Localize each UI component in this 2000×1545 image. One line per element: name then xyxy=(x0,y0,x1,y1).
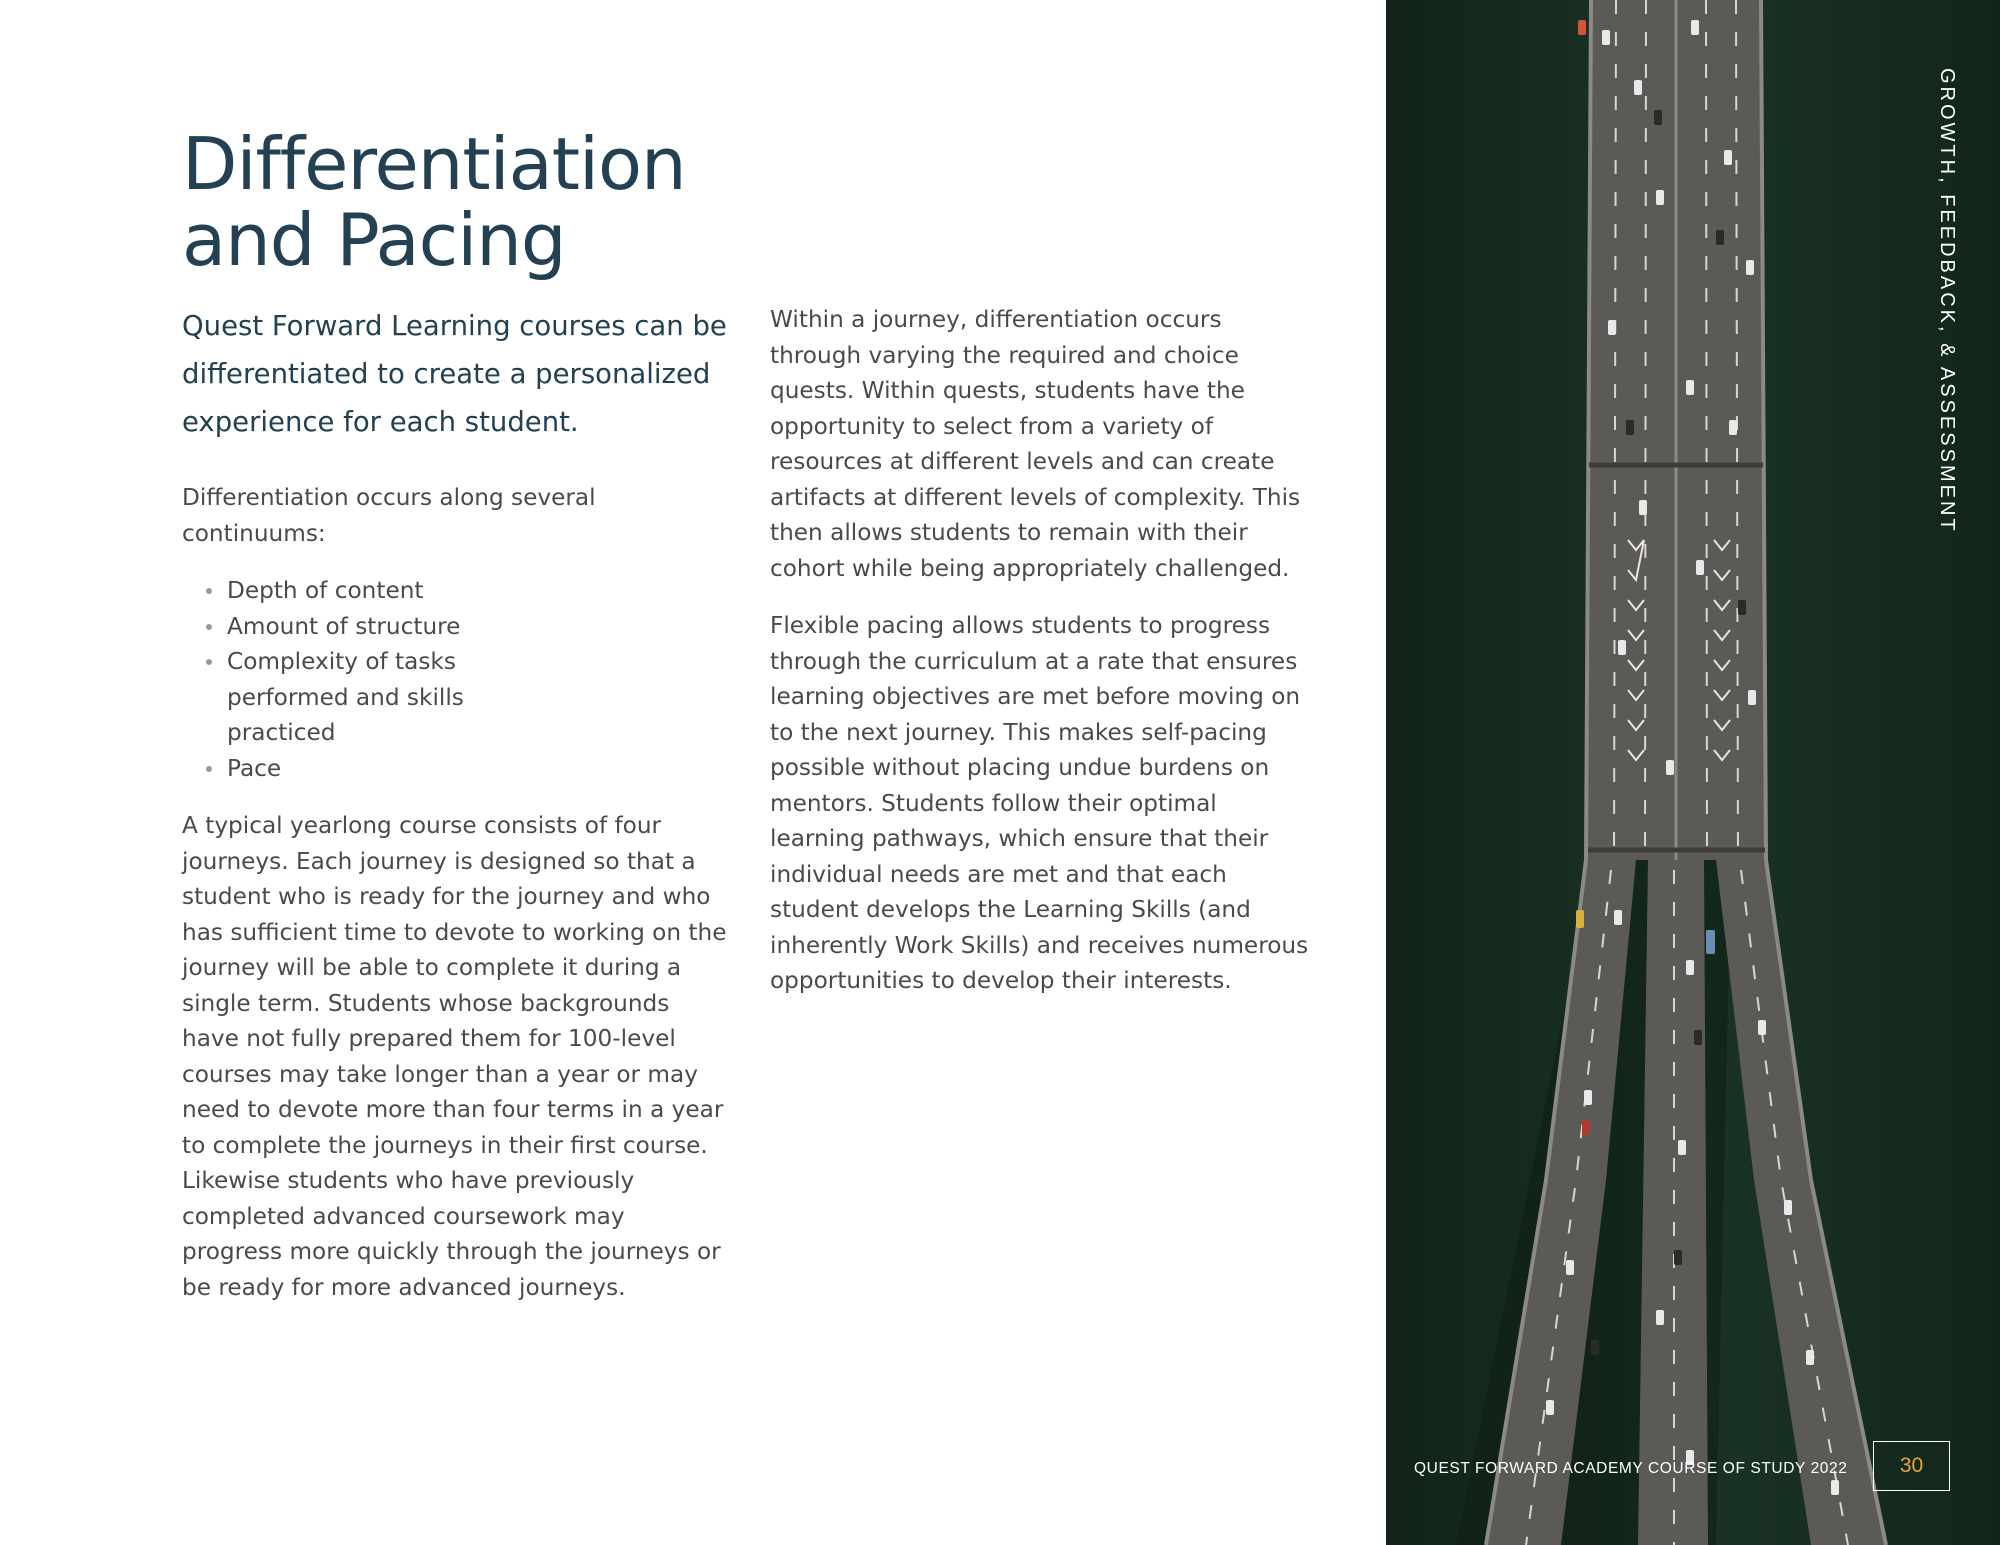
flexible-pacing-paragraph: Flexible pacing allows students to progress through the curriculum at a rate that ensures learning objectives are met before moving on to the next journey. This makes self-pacing possible without placing undue burdens on mentors. Students follow their optimal learning pathways, which ensure that their individual needs are met and that each student develops the Learning Skills (and inherently Work Skills) and receives numerous opportunities to develop their interests. xyxy=(770,612,1309,994)
page-title-line-1: Differentiation xyxy=(182,122,686,206)
lead-paragraph: Quest Forward Learning courses can be differentiated to create a personalized experience for each student. xyxy=(182,310,727,438)
page-number: 30 xyxy=(1873,1441,1950,1491)
page-title-line-2: and Pacing xyxy=(182,198,566,282)
within-journey-paragraph: Within a journey, differentiation occurs through varying the required and choice quests. Within quests, students have the opportunity to select from a variety of resources at different levels and can create artifacts at different levels of complexity. This then allows students to remain with their cohort while being appropriately challenged. xyxy=(770,306,1301,582)
page-title xyxy=(182,122,686,282)
continuums-list xyxy=(182,573,727,786)
bridge-aerial-photo xyxy=(1386,0,2000,1545)
left-column xyxy=(182,302,727,1327)
list-item: Complexity of tasks performed and skills practiced xyxy=(182,644,572,751)
list-item: Pace xyxy=(182,751,727,787)
footer-publication: QUEST FORWARD ACADEMY COURSE OF STUDY 2022 xyxy=(1414,1460,1848,1477)
typical-course-paragraph: A typical yearlong course consists of four journeys. Each journey is designed so that a student who is ready for the journey and who has sufficient time to devote to working on the journey will be able to complete it during a single term. Students whose backgrounds have not fully prepared them for 100-level courses may take longer than a year or may need to devote more than four terms in a year to complete the journeys in their first course. Likewise students who have previously completed advanced coursework may progress more quickly through the journeys or be ready for more advanced journeys. xyxy=(182,812,727,1301)
list-item: Amount of structure xyxy=(182,609,727,645)
list-item: Depth of content xyxy=(182,573,727,609)
intro-paragraph: Differentiation occurs along several continuums: xyxy=(182,484,596,547)
section-label: GROWTH, FEEDBACK, & ASSESSMENT xyxy=(1936,68,1958,534)
right-column xyxy=(770,302,1310,1021)
bridge-illustration xyxy=(1386,0,2000,1545)
